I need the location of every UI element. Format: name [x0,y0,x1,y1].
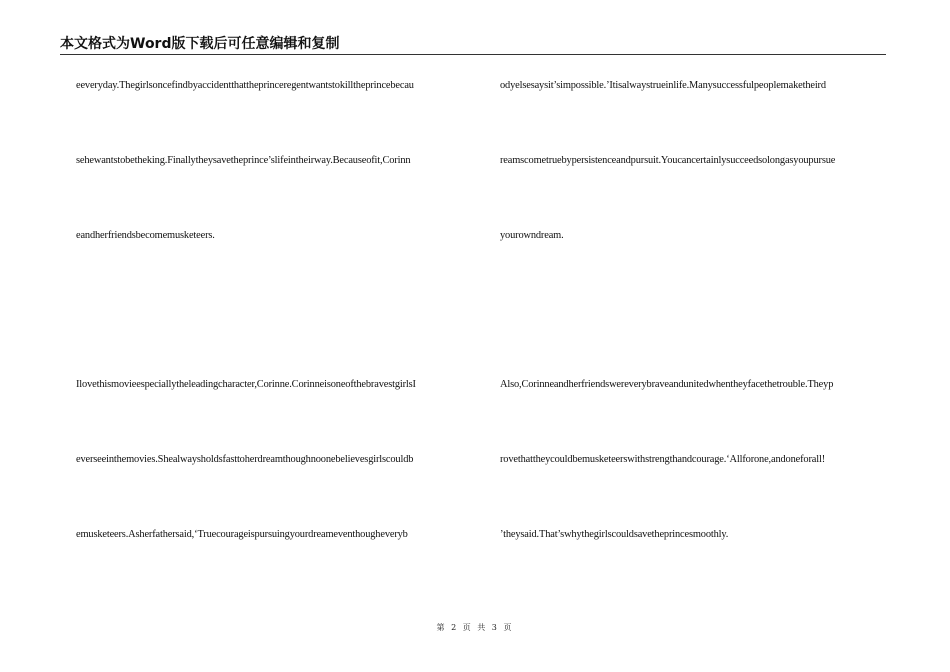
text-line: everseeinthemovies.Shealwaysholdsfasttoherdreamthoughnoonebelievesgirlscouldb [76,454,414,465]
text-line: eandherfriendsbecomemusketeers. [76,230,215,241]
page-number-footer: 第 2 页 共 3 页 [436,623,514,632]
header-divider [60,54,886,55]
text-line: odyelsesaysit’simpossible.’Itisalwaystrueinlife.Manysuccessfulpeoplemaketheird [500,80,826,91]
text-line: sehewantstobetheking.Finallytheysavetheprince’slifeintheirway.Becauseofit,Corinn [76,155,411,166]
page-header-title: 本文格式为Word版下载后可任意编辑和复制 [60,36,340,52]
text-line: rovethattheycouldbemusketeerswithstrengthandcourage.‘Allforone,andoneforall! [500,454,826,465]
text-line: reamscometruebypersistenceandpursuit.Youcancertainlysucceedsolongasyoupursue [500,155,836,166]
text-line: yourowndream. [500,230,564,241]
text-line: eeveryday.Thegirlsoncefindbyaccidentthattheprinceregentwantstokilltheprincebecau [76,80,414,91]
text-line: emusketeers.Asherfathersaid,‘Truecourageispursuingyourdreameventhougheveryb [76,529,408,540]
text-line: Also,Corinneandherfriendswereverybraveandunitedwhenthеyfacethetrouble.Theyp [500,379,834,390]
text-line: Ilovethismovieespeciallytheleadingcharacter,Corinne.CorinneisoneofthebravestgirlsI [76,379,416,390]
text-line: ’theysaid.That’swhythegirlscouldsavetheprincesmoothly. [500,529,729,540]
